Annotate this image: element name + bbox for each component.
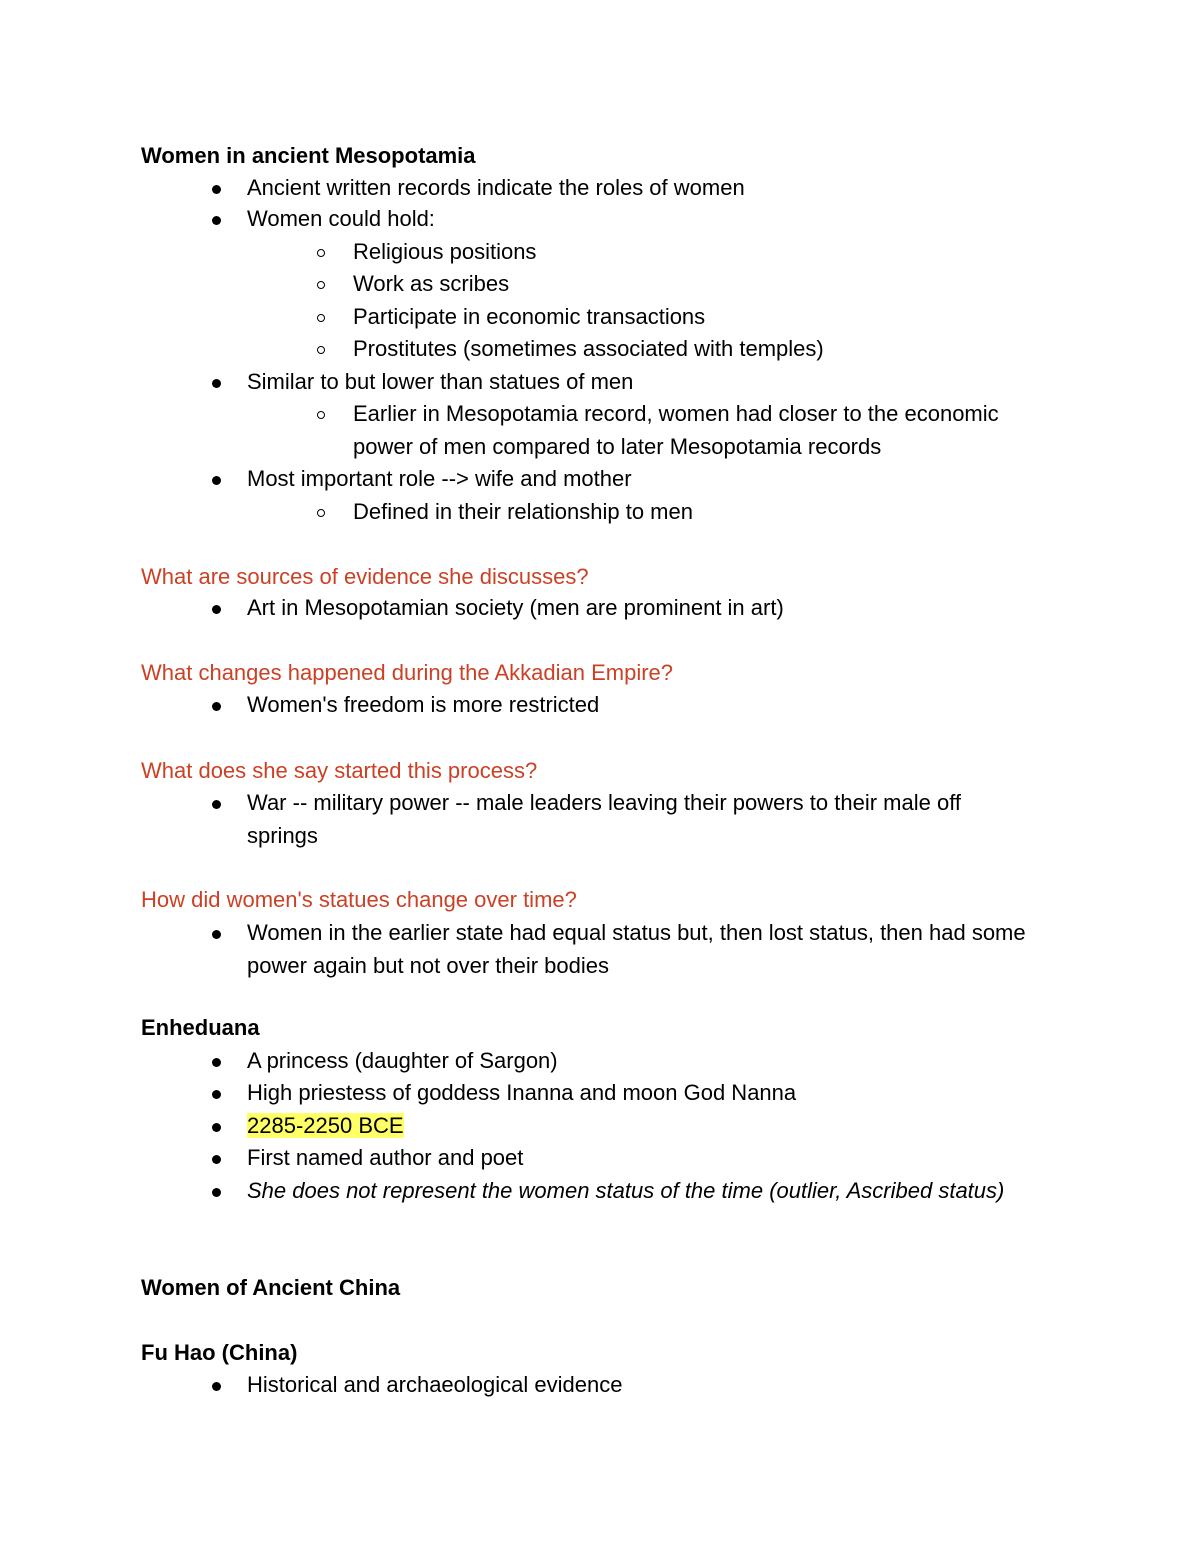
bullet-disc-icon xyxy=(212,1175,221,1207)
bullet-disc-icon xyxy=(212,1142,221,1174)
list-item: Prostitutes (sometimes associated with temples) xyxy=(353,336,824,361)
bullet-disc-icon xyxy=(212,592,221,624)
list-item: Women's freedom is more restricted xyxy=(247,692,600,717)
question-started-process: What does she say started this process? xyxy=(141,758,538,783)
question-akkadian-empire: What changes happened during the Akkadian Empire? xyxy=(141,660,674,685)
list-item: Women in the earlier state had equal status but, then lost status, then had some power again but not over their bodies xyxy=(247,920,1026,978)
section-heading-ancient-china: Women of Ancient China xyxy=(141,1275,401,1300)
bullet-disc-icon xyxy=(212,463,221,495)
section-heading-fu-hao: Fu Hao (China) xyxy=(141,1340,298,1365)
list-item: Most important role --> wife and mother xyxy=(247,466,632,491)
list-item: A princess (daughter of Sargon) xyxy=(247,1048,558,1073)
bullet-disc-icon xyxy=(212,366,221,398)
list-item-italic: She does not represent the women status of the time (outlier, Ascribed status) xyxy=(247,1178,1005,1203)
list-item: Similar to but lower than statues of men xyxy=(247,369,634,394)
bullet-circle-icon xyxy=(317,268,325,300)
bullet-disc-icon xyxy=(212,1077,221,1109)
list-item: High priestess of goddess Inanna and moon God Nanna xyxy=(247,1080,797,1105)
bullet-disc-icon xyxy=(212,203,221,235)
section-heading-mesopotamia: Women in ancient Mesopotamia xyxy=(141,143,476,168)
list-item: Women could hold: xyxy=(247,206,435,231)
bullet-disc-icon xyxy=(212,1369,221,1401)
bullet-circle-icon xyxy=(317,496,325,528)
question-sources-of-evidence: What are sources of evidence she discusses? xyxy=(141,564,589,589)
bullet-disc-icon xyxy=(212,1045,221,1077)
bullet-circle-icon xyxy=(317,398,325,430)
bullet-circle-icon xyxy=(317,333,325,365)
list-item: First named author and poet xyxy=(247,1145,524,1170)
bullet-disc-icon xyxy=(212,787,221,819)
list-item: Ancient written records indicate the roles of women xyxy=(247,175,745,200)
list-item: Historical and archaeological evidence xyxy=(247,1372,623,1397)
list-item-highlighted xyxy=(247,1110,404,1143)
list-item: Religious positions xyxy=(353,239,537,264)
list-item: Earlier in Mesopotamia record, women had closer to the economic power of men compared to later Mesopotamia records xyxy=(353,401,999,459)
list-item: Work as scribes xyxy=(353,271,510,296)
list-item: Participate in economic transactions xyxy=(353,304,706,329)
bullet-circle-icon xyxy=(317,236,325,268)
bullet-circle-icon xyxy=(317,301,325,333)
question-statues-change: How did women's statues change over time? xyxy=(141,887,577,912)
section-heading-enheduana: Enheduana xyxy=(141,1015,260,1040)
bullet-disc-icon xyxy=(212,917,221,949)
bullet-disc-icon xyxy=(212,1110,221,1142)
highlighted-date: 2285-2250 BCE xyxy=(247,1113,404,1138)
list-item: Defined in their relationship to men xyxy=(353,499,693,524)
bullet-disc-icon xyxy=(212,689,221,721)
list-item: Art in Mesopotamian society (men are prominent in art) xyxy=(247,595,784,620)
list-item: War -- military power -- male leaders leaving their powers to their male off springs xyxy=(247,790,962,848)
bullet-disc-icon xyxy=(212,172,221,204)
